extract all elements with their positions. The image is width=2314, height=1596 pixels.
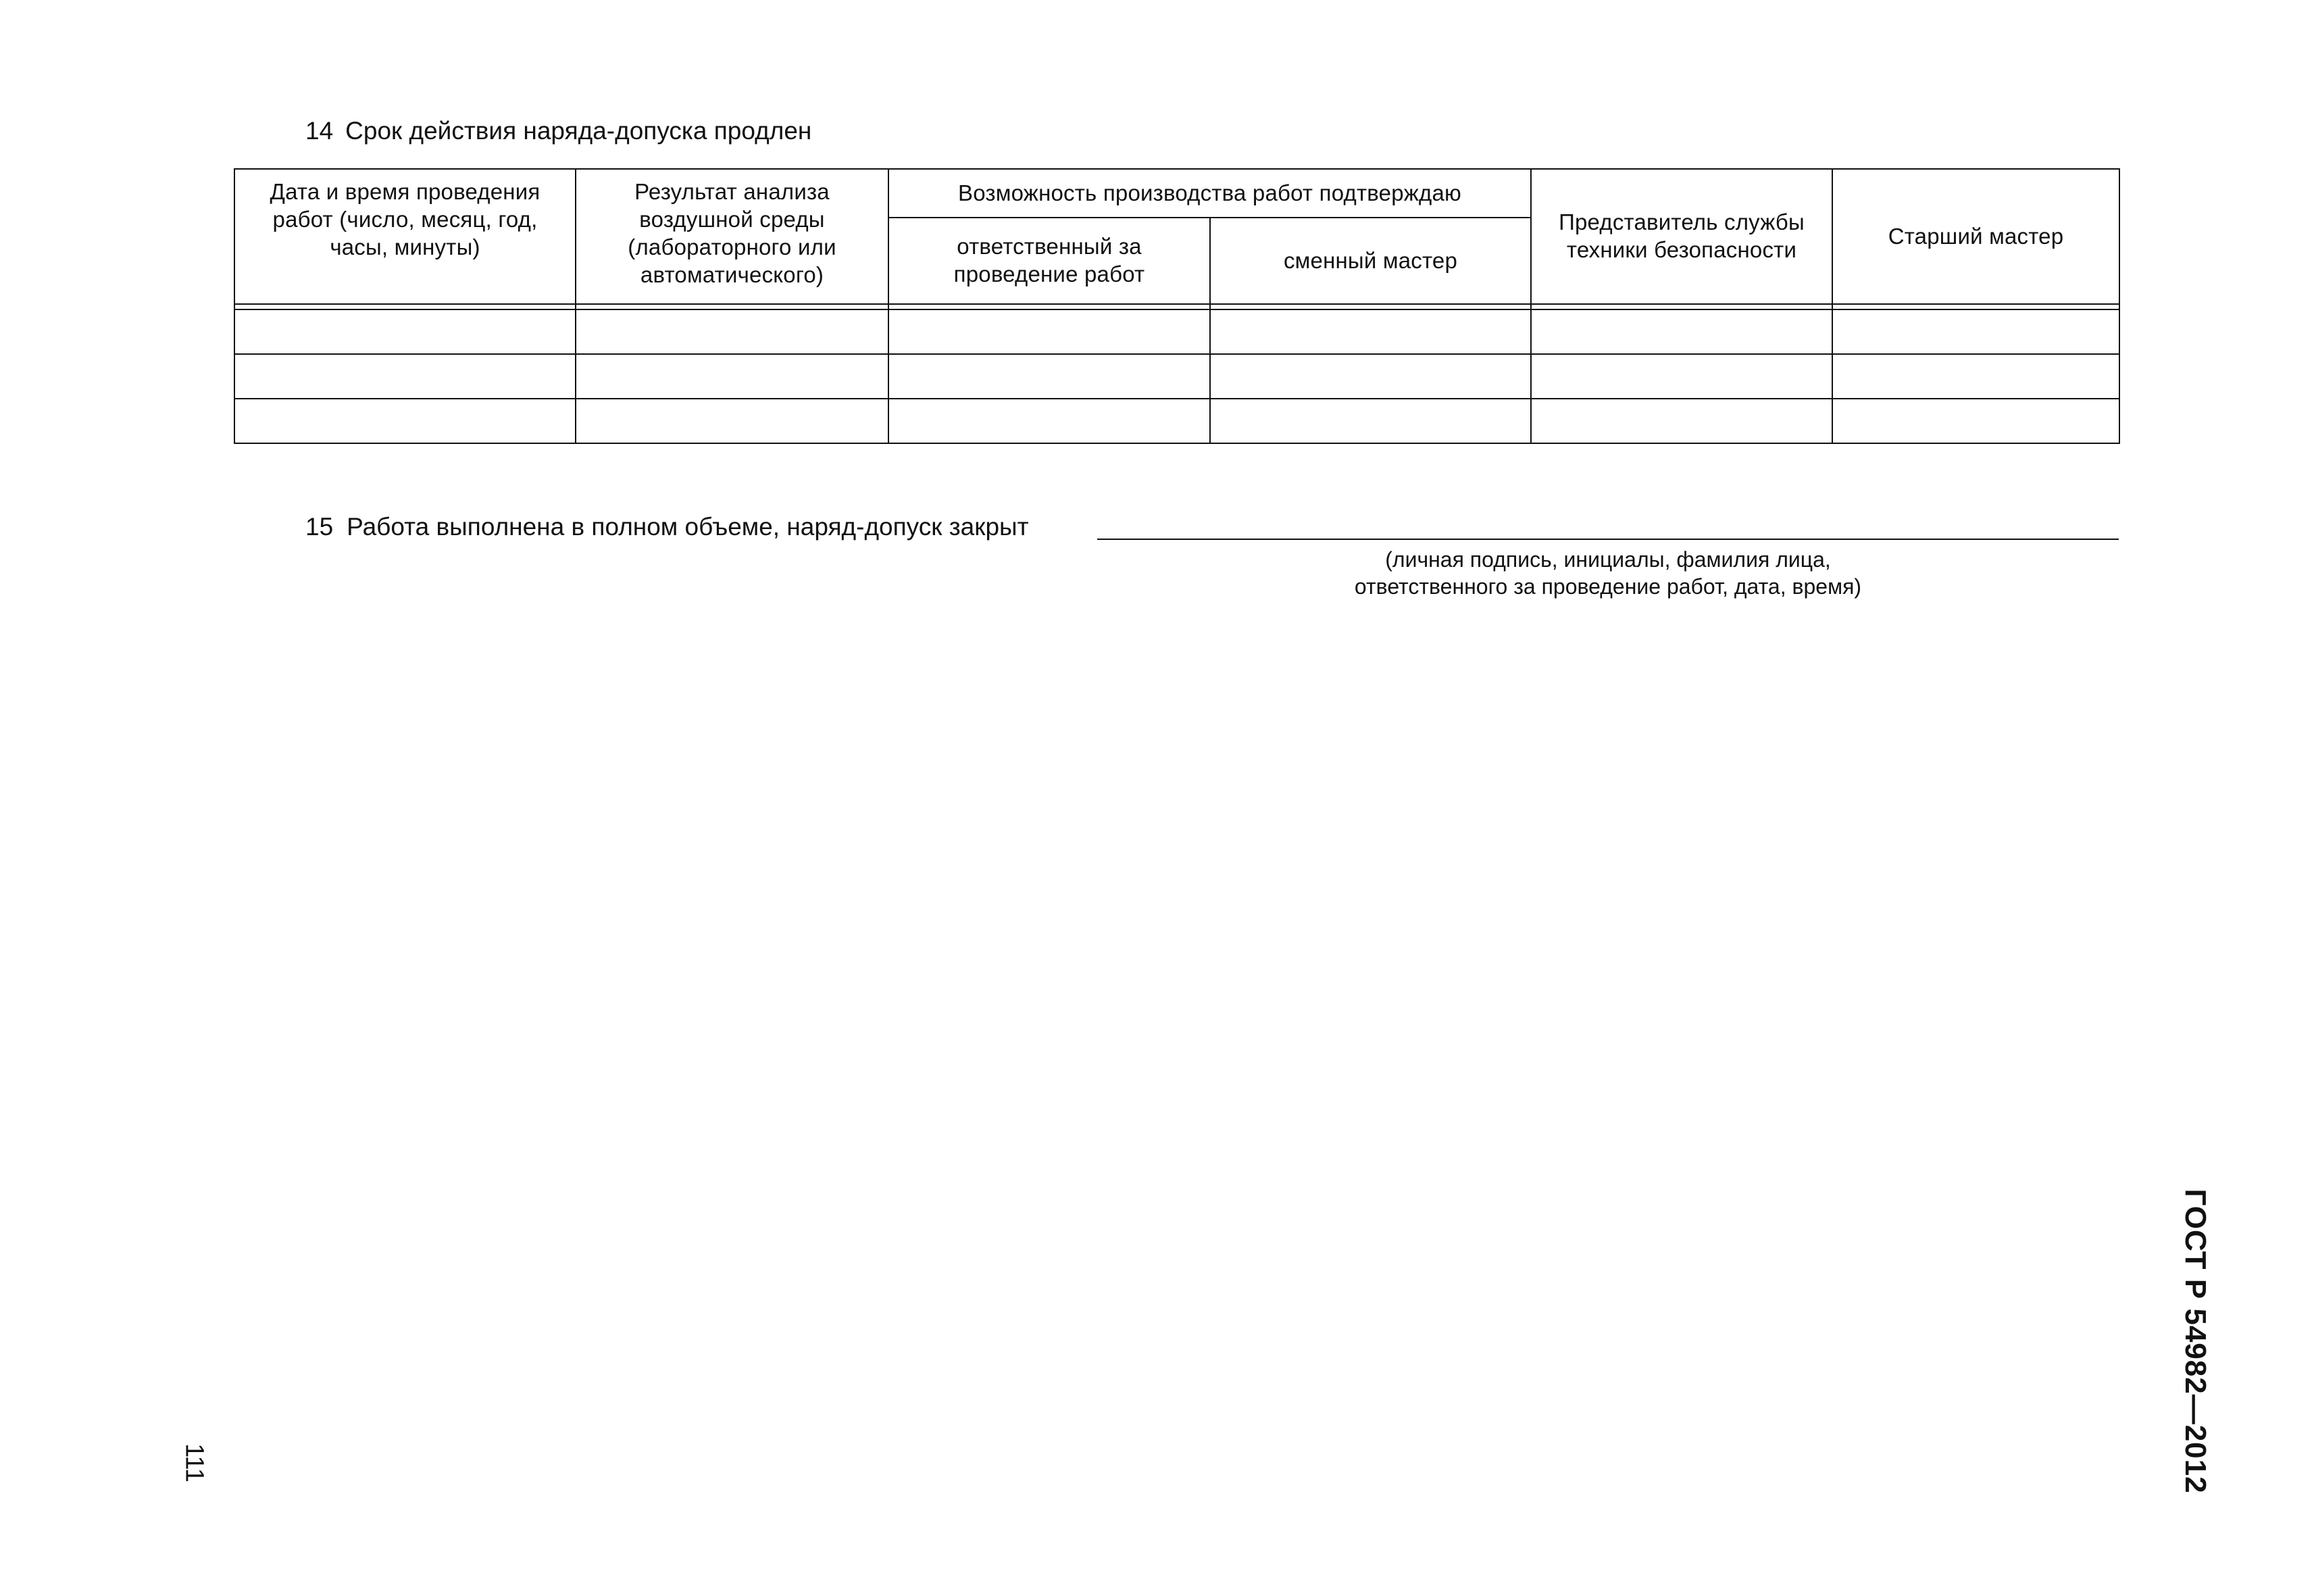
header-shift-master: сменный мастер [1210, 218, 1531, 304]
header-responsible-person: ответственный за проведение работ [888, 218, 1210, 304]
section-14-title: Срок действия наряда-допуска продлен [345, 117, 812, 145]
table-cell[interactable] [1531, 399, 1832, 443]
table-cell[interactable] [576, 399, 888, 443]
separator-cell [1531, 304, 1832, 309]
signature-caption-line-1: (личная подпись, инициалы, фамилия лица, [1385, 547, 1831, 572]
header-safety-representative: Представитель службы техники безопасности [1531, 169, 1832, 304]
header-air-analysis: Результат анализа воздушной среды (лабораторного или автоматического) [576, 169, 888, 304]
signature-field-line[interactable] [1097, 539, 2119, 540]
section-15-text: Работа выполнена в полном объеме, наряд-допуск закрыт [347, 513, 1029, 541]
table-cell[interactable] [234, 354, 576, 399]
extension-table [234, 168, 2120, 444]
table-cell[interactable] [1210, 354, 1531, 399]
section-14-heading [305, 116, 811, 146]
table-cell[interactable] [888, 354, 1210, 399]
table-cell[interactable] [1210, 309, 1531, 354]
standard-code: ГОСТ Р 54982—2012 [2179, 1189, 2212, 1494]
section-14-number: 14 [305, 117, 334, 145]
table-cell[interactable] [1832, 309, 2119, 354]
header-senior-master: Старший мастер [1832, 169, 2119, 304]
standard-code-vertical [2174, 1189, 2216, 1494]
separator-cell [1832, 304, 2119, 309]
table-cell[interactable] [1210, 399, 1531, 443]
header-separator [234, 304, 2119, 309]
table-row [234, 399, 2119, 443]
table-row [234, 309, 2119, 354]
table-cell[interactable] [576, 354, 888, 399]
table-cell[interactable] [888, 399, 1210, 443]
section-15-statement [305, 512, 1029, 542]
page-number: 111 [180, 1443, 209, 1482]
section-15-number: 15 [305, 513, 334, 541]
table-cell[interactable] [1531, 354, 1832, 399]
separator-cell [888, 304, 1210, 309]
table-cell[interactable] [234, 399, 576, 443]
separator-cell [234, 304, 576, 309]
header-date-time: Дата и время проведения работ (число, месяц, год, часы, минуты) [234, 169, 576, 304]
table-row [234, 354, 2119, 399]
table-cell[interactable] [888, 309, 1210, 354]
table-cell[interactable] [576, 309, 888, 354]
header-work-confirmation: Возможность производства работ подтверждаю [888, 169, 1531, 218]
page-number-vertical [177, 1432, 211, 1493]
signature-caption-line-2: ответственного за проведение работ, дата, время) [1354, 574, 1862, 599]
table-cell[interactable] [234, 309, 576, 354]
separator-cell [1210, 304, 1531, 309]
table-cell[interactable] [1832, 399, 2119, 443]
signature-caption [1284, 546, 1932, 600]
table-cell[interactable] [1531, 309, 1832, 354]
separator-cell [576, 304, 888, 309]
table-cell[interactable] [1832, 354, 2119, 399]
